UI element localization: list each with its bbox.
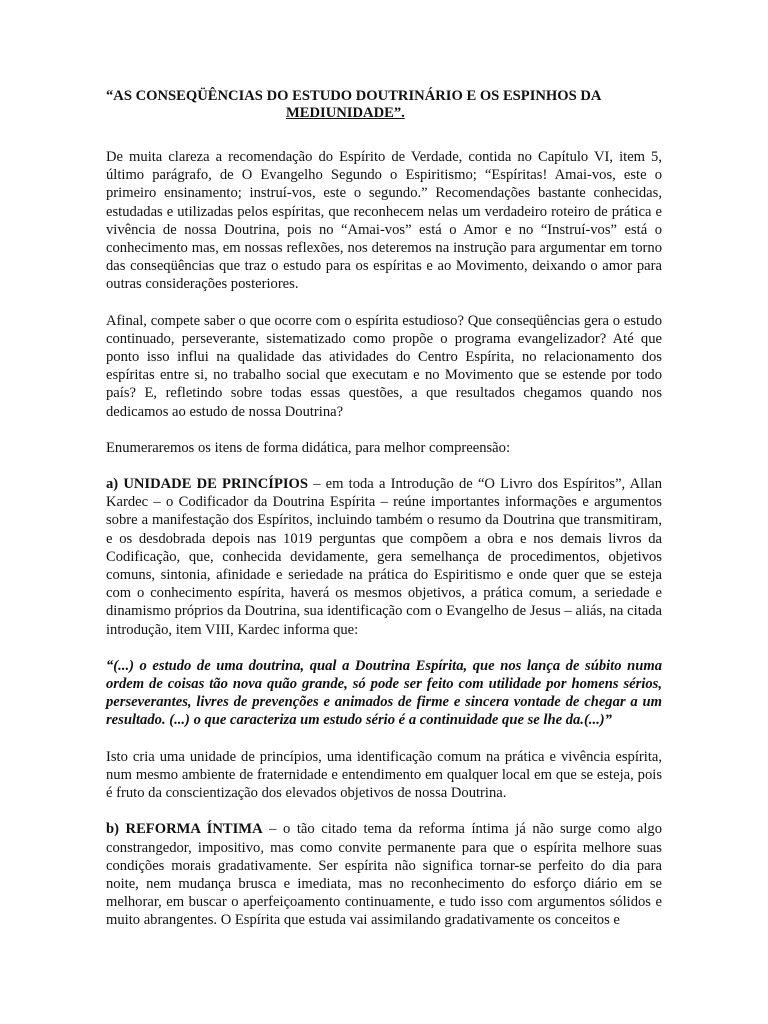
- item-a-text: – em toda a Introdução de “O Livro dos Espíritos”, Allan Kardec – o Codificador da Doutrina Espírita – reúne importantes informações e argumentos sobre a manifestação dos Espíritos, incluindo também o resumo da Doutrina que transmitiram, e os desdobrada depois nas 1019 perguntas que compõem a obra e nos demais livros da Codificação, que, conhecida devidamente, gera semelhança de procedimentos, objetivos comuns, sintonia, afinidade e seriedade na prática do Espiritismo e onde quer que se esteja com o conhecimento espírita, haverá os mesmos objetivos, a prática comum, a seriedade e dinamismo próprios da Doutrina, sua identificação com o Evangelho de Jesus – aliás, na citada introdução, item VIII, Kardec informa que:: [106, 476, 662, 638]
- paragraph-unity: Isto cria uma unidade de princípios, uma identificação comum na prática e vivência espírita, num mesmo ambiente de fraternidade e entendimento em qualquer local em que se esteja, pois é fruto da conscientização dos elevados objetivos de nossa Doutrina.: [106, 748, 662, 802]
- kardec-quote: “(...) o estudo de uma doutrina, qual a Doutrina Espírita, que nos lança de súbito numa ordem de coisas tão nova quão grande, só pode ser feito com utilidade por homens sérios, perseverantes, livres de prevenções e animados de firme e sincera vontade de chegar a um resultado. (...) o que caracteriza um estudo sério é a continuidade que se lhe da.(...)”: [106, 657, 662, 729]
- item-b-heading: b) REFORMA ÍNTIMA: [106, 821, 263, 838]
- item-b-text: – o tão citado tema da reforma íntima já não surge como algo constrangedor, impositivo, mas como convite permanente para que o espírita melhore suas condições morais gradativamente. Ser espírita não significa tornar-se perfeito do dia para noite, nem mudança brusca e imediata, mas no reconhecimento do esforço diário em se melhorar, em buscar o aperfeiçoamento continuamente, e tudo isso com argumentos sólidos e muito abrangentes. O Espírita que estuda vai assimilando gradativamente os conceitos e: [106, 821, 662, 929]
- paragraph-item-a: [106, 475, 662, 639]
- paragraph-questions: Afinal, compete saber o que ocorre com o espírita estudioso? Que conseqüências gera o estudo continuado, perseverante, sistematizado como propõe o programa evangelizador? Até que ponto isso influi na qualidade das atividades do Centro Espírita, no relacionamento dos espíritas entre si, no trabalho social que executam e no Movimento que se estende por todo país? E, refletindo sobre todas essas questões, a que resultados chegamos quando nos dedicamos ao estudo de nossa Doutrina?: [106, 312, 662, 420]
- document-title: [106, 88, 662, 122]
- item-a-heading: a) UNIDADE DE PRINCÍPIOS: [106, 476, 309, 493]
- paragraph-item-b: [106, 820, 662, 929]
- paragraph-enumeration: Enumeraremos os itens de forma didática, para melhor compreensão:: [106, 439, 511, 456]
- paragraph-intro: De muita clareza a recomendação do Espírito de Verdade, contida no Capítulo VI, item 5, último parágrafo, de O Evangelho Segundo o Espiritismo; “Espíritas! Amai-vos, este o primeiro ensinamento; instruí-vos, este o segundo.” Recomendações bastante conhecidas, estudadas e utilizadas pelos espíritas, que reconhecem nelas um verdadeiro roteiro de prática e vivência de nossa Doutrina, pois no “Amai-vos” está o Amor e no “Instruí-vos” está o conhecimento mas, em nossas reflexões, nos deteremos na instrução para argumentar em torno das conseqüências que traz o estudo para os espíritas e ao Movimento, deixando o amor para outras considerações posteriores.: [106, 149, 662, 293]
- title-line-1: “AS CONSEQÜÊNCIAS DO ESTUDO DOUTRINÁRIO E OS ESPINHOS DA: [106, 88, 602, 104]
- title-line-2: MEDIUNIDADE”.: [286, 105, 405, 121]
